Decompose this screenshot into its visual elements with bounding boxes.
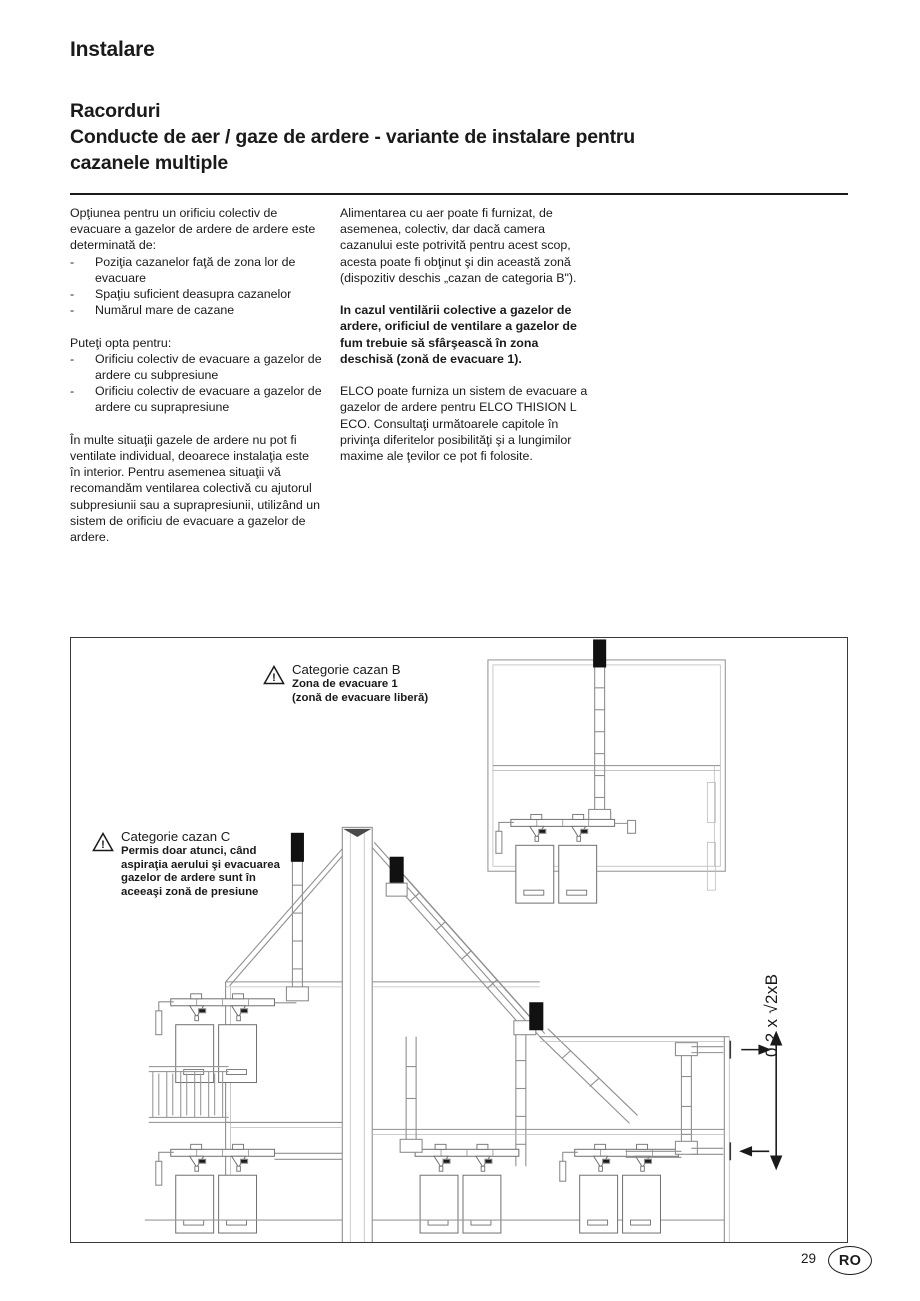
svg-text:!: ! [272,672,276,684]
right-paragraph-bold: In cazul ventilării colective a gazelor de ardere, orificiul de ventilare a gazelor de fum trebuie să sfârşească în zona deschisă (zonă de evacuare 1). [340,303,577,366]
right-paragraph-three: ELCO poate furniza un sistem de evacuare a gazelor de ardere pentru ELCO THISION L ECO. Consultaţi următoarele capitole în privinţa diferitelor posibilităţi şi a lungimilor maxime ale ţevilor ce pot fi folosite. [340,384,588,464]
left-closing-paragraph: În multe situaţii gazele de ardere nu pot fi ventilate individual, deoarece instalaţia este în interior. Pentru asemenea situaţii vă recomandăm ventilarea colectivă cu ajutorul subpresiunii sau a suprapresiunii, utilizând un sistem de orificiu de evacuare a gazelor de ardere. [70,432,321,545]
bullet-marker: - [70,303,75,318]
paragraph-spacer [340,286,592,302]
paragraph-spacer [70,318,322,334]
installation-diagram [70,637,848,1243]
left-list-one [70,254,322,319]
callout-c-sub-2: aspiraţia aerului şi evacuarea [121,858,280,871]
callout-category-b [263,662,428,705]
list-item [70,286,322,302]
dimension-label: 0,2 x √2xB [762,973,781,1057]
list-item [70,383,322,415]
right-paragraph-one: Alimentarea cu aer poate fi furnizat, de asemenea, colectiv, dar dacă camera cazanului este potrivită pentru acest scop, acesta poate fi obţinut şi din această zonă (dispozitiv deschis „cazan de categoria B"). [340,206,577,285]
list-item [70,351,322,383]
left-intro-paragraph: Opţiunea pentru un orificiu colectiv de evacuare a gazelor de ardere de ardere este determinată de: [70,206,316,253]
list-item-label: Numărul mare de cazane [95,303,235,318]
bullet-marker: - [70,287,75,302]
callout-c-title: Categorie cazan C [121,829,231,844]
callout-b-title: Categorie cazan B [292,662,401,677]
left-list-two-intro: Puteţi opta pentru: [70,335,172,350]
callout-c-sub-1: Permis doar atunci, când [121,845,257,857]
callout-c-sub-3: gazelor de ardere sunt în [121,872,256,885]
warning-triangle-icon [263,665,285,685]
callout-c-sub-4: aceeaşi zonă de presiune [121,885,259,898]
svg-text:!: ! [101,839,105,851]
list-item [70,254,322,286]
bullet-marker: - [70,254,75,269]
diagram-linework [71,638,847,1242]
list-item-label: Spaţiu suficient deasupra cazanelor [95,287,292,302]
callout-b-text [292,662,428,705]
page-title [70,98,860,176]
language-badge: RO [828,1246,872,1275]
paragraph-spacer [70,416,322,432]
page-number: 29 [801,1251,817,1266]
left-list-two [70,351,322,416]
left-text-column [70,205,322,545]
page-title-line-1: Racorduri [70,100,161,122]
list-item-label: Poziţia cazanelor faţă de zona lor de evacuare [95,254,296,285]
section-title: Instalare [70,38,155,61]
warning-triangle-icon [92,832,114,852]
list-item-label: Orificiu colectiv de evacuare a gazelor de ardere cu subpresiune [95,351,322,383]
bullet-marker: - [70,351,75,366]
paragraph-spacer [340,367,592,383]
right-text-column [340,205,592,464]
page-title-line-2: Conducte de aer / gaze de ardere - variante de instalare pentru [70,126,636,148]
callout-c-text [121,829,280,899]
list-item-label: Orificiu colectiv de evacuare a gazelor de ardere cu suprapresiune [95,384,322,415]
callout-b-sub-1: Zona de evacuare 1 [292,678,398,690]
list-item [70,302,322,318]
callout-category-c [92,829,280,899]
header-divider [70,193,848,195]
page-title-line-3: cazanele multiple [70,152,229,174]
callout-b-sub-2: (zonă de evacuare liberă) [292,691,429,704]
bullet-marker: - [70,384,75,399]
